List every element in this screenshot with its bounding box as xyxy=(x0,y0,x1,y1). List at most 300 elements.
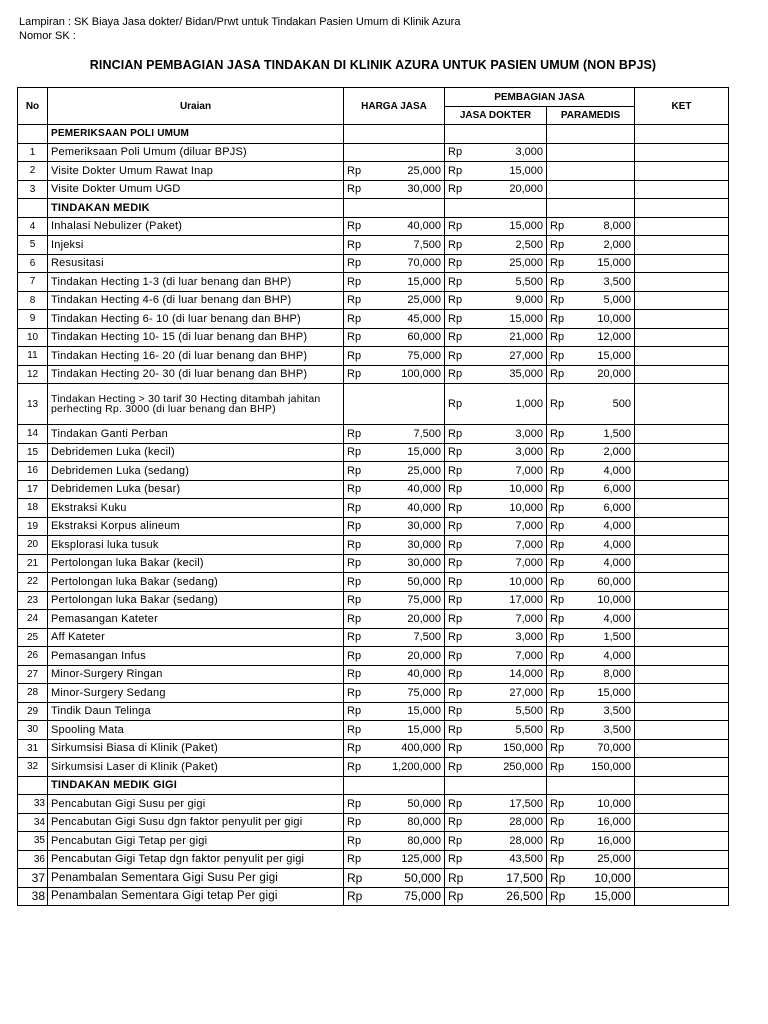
currency-label: Rp xyxy=(448,760,463,773)
row-number: 35 xyxy=(18,832,48,851)
currency-label: Rp xyxy=(448,238,463,251)
harga-cell xyxy=(344,273,445,292)
harga-cell xyxy=(344,721,445,740)
paramedis-cell-value: 25,000 xyxy=(597,853,632,866)
paramedis-cell-value: 15,000 xyxy=(597,349,632,362)
paramedis-cell xyxy=(547,573,635,592)
uraian-cell: Tindakan Hecting 16- 20 (di luar benang dan BHP) xyxy=(48,347,344,366)
harga-cell-value: 40,000 xyxy=(407,501,441,514)
currency-label: Rp xyxy=(347,723,362,736)
ket-cell xyxy=(635,480,729,499)
ket-cell xyxy=(635,180,729,199)
currency-label: Rp xyxy=(448,483,463,496)
row-number: 32 xyxy=(18,758,48,777)
row-number: 12 xyxy=(18,365,48,384)
jasa-dokter-cell-value: 3,000 xyxy=(515,631,543,644)
table-row xyxy=(18,425,729,444)
harga-cell-value: 15,000 xyxy=(407,723,441,736)
harga-cell xyxy=(344,425,445,444)
paramedis-cell-value: 12,000 xyxy=(597,331,632,344)
row-number: 2 xyxy=(18,162,48,181)
uraian-cell: Tindakan Hecting 6- 10 (di luar benang dan BHP) xyxy=(48,310,344,329)
currency-label: Rp xyxy=(347,275,362,288)
harga-cell-value: 75,000 xyxy=(407,349,441,362)
harga-cell xyxy=(344,291,445,310)
paramedis-cell xyxy=(547,869,635,888)
table-row xyxy=(18,887,729,906)
table-row xyxy=(18,739,729,758)
category-row xyxy=(18,199,729,218)
table-row xyxy=(18,236,729,255)
table-row xyxy=(18,758,729,777)
jasa-dokter-cell-value: 5,500 xyxy=(515,275,543,288)
jasa-dokter-cell xyxy=(445,702,547,721)
harga-cell-value: 7,500 xyxy=(413,631,441,644)
currency-label: Rp xyxy=(347,520,362,533)
jasa-dokter-cell-value: 250,000 xyxy=(503,760,543,773)
jasa-dokter-cell xyxy=(445,310,547,329)
row-number: 27 xyxy=(18,665,48,684)
currency-label: Rp xyxy=(448,146,463,159)
table-row xyxy=(18,180,729,199)
table-row xyxy=(18,536,729,555)
currency-label: Rp xyxy=(347,349,362,362)
currency-label: Rp xyxy=(347,853,362,866)
table-row xyxy=(18,143,729,162)
table-row xyxy=(18,443,729,462)
row-number: 28 xyxy=(18,684,48,703)
table-row xyxy=(18,665,729,684)
ket-cell xyxy=(635,832,729,851)
row-number: 16 xyxy=(18,462,48,481)
jasa-dokter-cell xyxy=(445,832,547,851)
currency-label: Rp xyxy=(448,834,463,847)
jasa-dokter-cell xyxy=(445,462,547,481)
table-row xyxy=(18,647,729,666)
currency-label: Rp xyxy=(550,834,565,847)
table-row xyxy=(18,291,729,310)
harga-cell xyxy=(344,536,445,555)
uraian-cell: Injeksi xyxy=(48,236,344,255)
jasa-dokter-cell-value: 17,500 xyxy=(509,797,543,810)
ket-cell xyxy=(635,739,729,758)
paramedis-cell-value: 6,000 xyxy=(603,501,632,514)
harga-cell-value: 20,000 xyxy=(407,612,441,625)
harga-cell-value: 50,000 xyxy=(407,575,441,588)
harga-cell-value: 7,500 xyxy=(413,427,441,440)
jasa-dokter-cell-value: 5,500 xyxy=(515,705,543,718)
row-number: 36 xyxy=(18,850,48,869)
uraian-cell: Visite Dokter Umum UGD xyxy=(48,180,344,199)
currency-label: Rp xyxy=(550,723,565,736)
harga-cell xyxy=(344,832,445,851)
uraian-cell: Tindakan Hecting > 30 tarif 30 Hecting ditambah jahitan perhecting Rp. 3000 (di luar benang dan BHP) xyxy=(48,384,344,425)
uraian-cell: Eksplorasi luka tusuk xyxy=(48,536,344,555)
paramedis-cell xyxy=(547,310,635,329)
jasa-dokter-cell xyxy=(445,236,547,255)
jasa-dokter-cell-value: 20,000 xyxy=(509,183,543,196)
harga-cell xyxy=(344,310,445,329)
jasa-dokter-cell xyxy=(445,684,547,703)
ket-cell xyxy=(635,536,729,555)
jasa-dokter-cell-value: 7,000 xyxy=(515,612,543,625)
harga-cell-value: 75,000 xyxy=(407,686,441,699)
currency-label: Rp xyxy=(550,464,565,477)
currency-label: Rp xyxy=(550,238,565,251)
table-row xyxy=(18,310,729,329)
row-number: 11 xyxy=(18,347,48,366)
currency-label: Rp xyxy=(448,349,463,362)
paramedis-cell-value: 4,000 xyxy=(603,557,632,570)
paramedis-cell-value: 1,500 xyxy=(603,427,632,440)
paramedis-cell xyxy=(547,462,635,481)
table-row xyxy=(18,365,729,384)
jasa-dokter-cell xyxy=(445,850,547,869)
currency-label: Rp xyxy=(347,594,362,607)
row-number: 7 xyxy=(18,273,48,292)
paramedis-cell xyxy=(547,499,635,518)
uraian-cell: Tindakan Hecting 1-3 (di luar benang dan BHP) xyxy=(48,273,344,292)
jasa-dokter-cell xyxy=(445,739,547,758)
paramedis-cell-value: 8,000 xyxy=(603,220,632,233)
harga-cell-value: 40,000 xyxy=(407,220,441,233)
currency-label: Rp xyxy=(550,557,565,570)
jasa-dokter-cell xyxy=(445,554,547,573)
ket-cell xyxy=(635,795,729,814)
jasa-dokter-cell-value: 15,000 xyxy=(509,164,543,177)
paramedis-cell xyxy=(547,517,635,536)
jasa-dokter-cell-value: 5,500 xyxy=(515,723,543,736)
table-row xyxy=(18,517,729,536)
currency-label: Rp xyxy=(550,427,565,440)
jasa-dokter-cell-value: 150,000 xyxy=(503,742,543,755)
jasa-dokter-cell xyxy=(445,180,547,199)
currency-label: Rp xyxy=(550,870,566,885)
currency-label: Rp xyxy=(550,668,565,681)
ket-cell xyxy=(635,273,729,292)
table-row xyxy=(18,628,729,647)
jasa-dokter-cell xyxy=(445,480,547,499)
harga-cell xyxy=(344,628,445,647)
jasa-dokter-cell-value: 15,000 xyxy=(509,312,543,325)
ket-cell xyxy=(635,384,729,425)
jasa-dokter-cell-value: 28,000 xyxy=(509,816,543,829)
currency-label: Rp xyxy=(550,705,565,718)
jasa-dokter-cell xyxy=(445,517,547,536)
paramedis-cell-value: 150,000 xyxy=(591,760,632,773)
jasa-dokter-cell xyxy=(445,647,547,666)
harga-cell xyxy=(344,647,445,666)
harga-cell xyxy=(344,217,445,236)
currency-label: Rp xyxy=(550,612,565,625)
currency-label: Rp xyxy=(550,446,565,459)
row-number: 34 xyxy=(18,813,48,832)
paramedis-cell-value: 4,000 xyxy=(603,649,632,662)
harga-cell xyxy=(344,254,445,273)
paramedis-cell-value: 10,000 xyxy=(597,594,632,607)
category-label: PEMERIKSAAN POLI UMUM xyxy=(48,125,344,144)
paramedis-cell-value: 500 xyxy=(612,398,632,410)
jasa-dokter-cell-value: 26,500 xyxy=(506,889,543,904)
harga-cell-value: 40,000 xyxy=(407,483,441,496)
paramedis-cell xyxy=(547,328,635,347)
harga-cell xyxy=(344,665,445,684)
paramedis-cell xyxy=(547,684,635,703)
harga-cell xyxy=(344,236,445,255)
currency-label: Rp xyxy=(347,668,362,681)
row-number: 20 xyxy=(18,536,48,555)
jasa-dokter-cell-value: 17,000 xyxy=(509,594,543,607)
jasa-dokter-cell-value: 9,000 xyxy=(515,294,543,307)
uraian-cell: Pemasangan Kateter xyxy=(48,610,344,629)
lampiran-line: Lampiran : SK Biaya Jasa dokter/ Bidan/Prwt untuk Tindakan Pasien Umum di Klinik Azura xyxy=(19,16,461,28)
currency-label: Rp xyxy=(550,331,565,344)
table-row xyxy=(18,832,729,851)
header-jasa-dokter: JASA DOKTER xyxy=(445,107,547,125)
paramedis-cell xyxy=(547,347,635,366)
jasa-dokter-cell-value: 10,000 xyxy=(509,501,543,514)
empty-cell xyxy=(547,776,635,795)
jasa-dokter-cell xyxy=(445,721,547,740)
jasa-dokter-cell xyxy=(445,591,547,610)
harga-cell xyxy=(344,795,445,814)
jasa-dokter-cell xyxy=(445,143,547,162)
empty-cell xyxy=(445,125,547,144)
paramedis-cell-value: 16,000 xyxy=(597,816,632,829)
ket-cell xyxy=(635,850,729,869)
jasa-dokter-cell xyxy=(445,384,547,425)
harga-cell-value: 100,000 xyxy=(401,368,441,381)
paramedis-cell-value: 5,000 xyxy=(603,294,632,307)
row-number: 25 xyxy=(18,628,48,647)
row-number: 29 xyxy=(18,702,48,721)
row-number: 6 xyxy=(18,254,48,273)
harga-cell xyxy=(344,328,445,347)
paramedis-cell-value: 70,000 xyxy=(597,742,632,755)
ket-cell xyxy=(635,591,729,610)
currency-label: Rp xyxy=(550,594,565,607)
currency-label: Rp xyxy=(448,594,463,607)
jasa-dokter-cell-value: 35,000 xyxy=(509,368,543,381)
currency-label: Rp xyxy=(347,557,362,570)
table-row xyxy=(18,573,729,592)
currency-label: Rp xyxy=(550,649,565,662)
row-number: 26 xyxy=(18,647,48,666)
currency-label: Rp xyxy=(347,446,362,459)
currency-label: Rp xyxy=(448,889,464,904)
ket-cell xyxy=(635,628,729,647)
paramedis-cell-value: 4,000 xyxy=(603,538,632,551)
currency-label: Rp xyxy=(448,723,463,736)
currency-label: Rp xyxy=(347,760,362,773)
paramedis-cell-value: 3,500 xyxy=(603,275,632,288)
currency-label: Rp xyxy=(347,220,362,233)
uraian-cell: Penambalan Sementara Gigi Susu Per gigi xyxy=(48,869,344,888)
document-title: RINCIAN PEMBAGIAN JASA TINDAKAN DI KLINIK AZURA UNTUK PASIEN UMUM (NON BPJS) xyxy=(89,58,657,72)
jasa-dokter-cell xyxy=(445,291,547,310)
uraian-cell: Debridemen Luka (kecil) xyxy=(48,443,344,462)
harga-cell-value: 7,500 xyxy=(413,238,441,251)
currency-label: Rp xyxy=(347,312,362,325)
currency-label: Rp xyxy=(347,294,362,307)
paramedis-cell xyxy=(547,425,635,444)
currency-label: Rp xyxy=(448,275,463,288)
harga-cell-value: 15,000 xyxy=(407,705,441,718)
currency-label: Rp xyxy=(550,538,565,551)
currency-label: Rp xyxy=(550,483,565,496)
uraian-cell: Aff Kateter xyxy=(48,628,344,647)
currency-label: Rp xyxy=(550,853,565,866)
uraian-cell: Pemasangan Infus xyxy=(48,647,344,666)
category-row xyxy=(18,125,729,144)
harga-cell-value: 30,000 xyxy=(407,557,441,570)
paramedis-cell-value: 2,000 xyxy=(603,238,632,251)
uraian-cell: Pencabutan Gigi Tetap dgn faktor penyulit per gigi xyxy=(48,850,344,869)
empty-cell xyxy=(344,125,445,144)
paramedis-cell-value: 15,000 xyxy=(597,686,632,699)
row-number: 22 xyxy=(18,573,48,592)
currency-label: Rp xyxy=(347,705,362,718)
uraian-cell: Sirkumsisi Biasa di Klinik (Paket) xyxy=(48,739,344,758)
currency-label: Rp xyxy=(448,257,463,270)
currency-label: Rp xyxy=(550,312,565,325)
currency-label: Rp xyxy=(550,520,565,533)
paramedis-cell xyxy=(547,795,635,814)
paramedis-cell xyxy=(547,832,635,851)
currency-label: Rp xyxy=(347,631,362,644)
currency-label: Rp xyxy=(448,183,463,196)
harga-cell-value: 75,000 xyxy=(404,889,441,904)
ket-cell xyxy=(635,758,729,777)
currency-label: Rp xyxy=(347,464,362,477)
currency-label: Rp xyxy=(448,686,463,699)
row-number: 9 xyxy=(18,310,48,329)
paramedis-cell xyxy=(547,628,635,647)
row-number: 3 xyxy=(18,180,48,199)
uraian-cell: Penambalan Sementara Gigi tetap Per gigi xyxy=(48,887,344,906)
ket-cell xyxy=(635,721,729,740)
row-number: 8 xyxy=(18,291,48,310)
category-label: TINDAKAN MEDIK xyxy=(48,199,344,218)
currency-label: Rp xyxy=(550,686,565,699)
harga-cell xyxy=(344,739,445,758)
jasa-dokter-cell-value: 3,000 xyxy=(515,146,543,159)
uraian-cell: Pertolongan luka Bakar (sedang) xyxy=(48,573,344,592)
paramedis-cell xyxy=(547,443,635,462)
jasa-dokter-cell xyxy=(445,328,547,347)
harga-cell-value: 20,000 xyxy=(407,649,441,662)
uraian-cell: Pertolongan luka Bakar (sedang) xyxy=(48,591,344,610)
currency-label: Rp xyxy=(550,797,565,810)
paramedis-cell xyxy=(547,887,635,906)
currency-label: Rp xyxy=(448,368,463,381)
no-cell xyxy=(18,199,48,218)
paramedis-cell xyxy=(547,273,635,292)
currency-label: Rp xyxy=(448,649,463,662)
uraian-cell: Minor-Surgery Sedang xyxy=(48,684,344,703)
harga-cell-value: 30,000 xyxy=(407,538,441,551)
jasa-dokter-cell xyxy=(445,536,547,555)
currency-label: Rp xyxy=(347,575,362,588)
harga-cell-value: 45,000 xyxy=(407,312,441,325)
harga-cell-value: 25,000 xyxy=(407,464,441,477)
harga-cell xyxy=(344,869,445,888)
harga-cell xyxy=(344,850,445,869)
paramedis-cell-value: 60,000 xyxy=(597,575,632,588)
currency-label: Rp xyxy=(550,816,565,829)
paramedis-cell xyxy=(547,554,635,573)
row-number: 23 xyxy=(18,591,48,610)
currency-label: Rp xyxy=(448,538,463,551)
currency-label: Rp xyxy=(347,889,363,904)
jasa-dokter-cell xyxy=(445,887,547,906)
jasa-dokter-cell xyxy=(445,665,547,684)
jasa-dokter-cell xyxy=(445,610,547,629)
ket-cell xyxy=(635,554,729,573)
row-number: 14 xyxy=(18,425,48,444)
currency-label: Rp xyxy=(448,312,463,325)
jasa-dokter-cell-value: 17,500 xyxy=(506,870,543,885)
paramedis-cell xyxy=(547,180,635,199)
paramedis-cell-value: 4,000 xyxy=(603,612,632,625)
jasa-dokter-cell xyxy=(445,499,547,518)
uraian-cell: Tindakan Hecting 10- 15 (di luar benang dan BHP) xyxy=(48,328,344,347)
empty-cell xyxy=(344,199,445,218)
ket-cell xyxy=(635,291,729,310)
paramedis-cell xyxy=(547,384,635,425)
paramedis-cell xyxy=(547,758,635,777)
jasa-dokter-cell-value: 2,500 xyxy=(515,238,543,251)
jasa-dokter-cell-value: 10,000 xyxy=(509,483,543,496)
ket-cell xyxy=(635,684,729,703)
paramedis-cell xyxy=(547,739,635,758)
currency-label: Rp xyxy=(347,834,362,847)
currency-label: Rp xyxy=(347,164,362,177)
currency-label: Rp xyxy=(550,398,565,410)
jasa-dokter-cell-value: 7,000 xyxy=(515,520,543,533)
paramedis-cell-value: 3,500 xyxy=(603,723,632,736)
row-number: 21 xyxy=(18,554,48,573)
paramedis-cell-value: 10,000 xyxy=(597,312,632,325)
harga-cell xyxy=(344,887,445,906)
no-cell xyxy=(18,125,48,144)
jasa-dokter-cell-value: 27,000 xyxy=(509,349,543,362)
table-row xyxy=(18,328,729,347)
jasa-dokter-cell-value: 10,000 xyxy=(509,575,543,588)
currency-label: Rp xyxy=(347,501,362,514)
currency-label: Rp xyxy=(448,164,463,177)
uraian-cell: Debridemen Luka (sedang) xyxy=(48,462,344,481)
currency-label: Rp xyxy=(347,797,362,810)
row-number: 1 xyxy=(18,143,48,162)
harga-cell-value: 75,000 xyxy=(407,594,441,607)
ket-cell xyxy=(635,517,729,536)
empty-cell xyxy=(445,776,547,795)
currency-label: Rp xyxy=(550,275,565,288)
harga-cell xyxy=(344,143,445,162)
harga-cell xyxy=(344,384,445,425)
ket-cell xyxy=(635,425,729,444)
jasa-dokter-cell xyxy=(445,347,547,366)
header-no: No xyxy=(18,88,48,125)
harga-cell xyxy=(344,573,445,592)
empty-cell xyxy=(547,199,635,218)
jasa-dokter-cell xyxy=(445,869,547,888)
currency-label: Rp xyxy=(448,870,464,885)
currency-label: Rp xyxy=(347,483,362,496)
harga-cell-value: 70,000 xyxy=(407,257,441,270)
table-row xyxy=(18,254,729,273)
